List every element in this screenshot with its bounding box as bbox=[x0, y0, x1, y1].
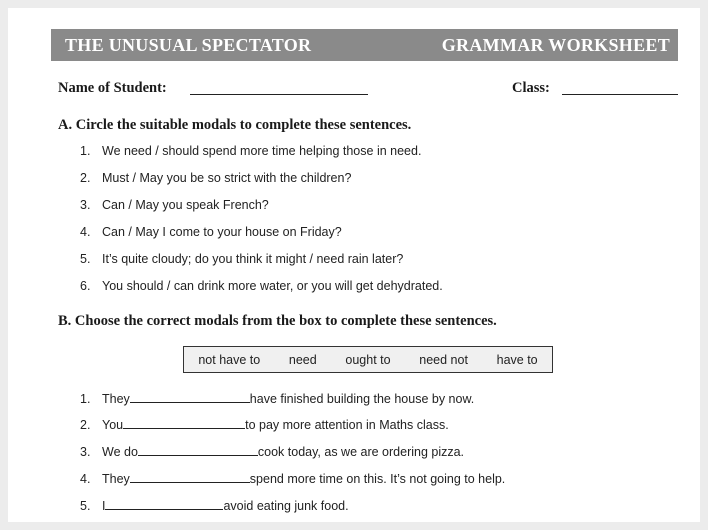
item-text: Can / May you speak French? bbox=[102, 198, 269, 212]
story-title: THE UNUSUAL SPECTATOR bbox=[65, 34, 312, 55]
section-a-item[interactable] bbox=[80, 225, 342, 239]
item-text: We need / should spend more time helping those in need. bbox=[102, 144, 422, 158]
item-number: 2. bbox=[80, 418, 91, 432]
item-text-after: cook today, as we are ordering pizza. bbox=[257, 445, 465, 459]
answer-blank[interactable] bbox=[105, 499, 223, 510]
section-a-item[interactable] bbox=[80, 198, 269, 212]
section-a-item[interactable] bbox=[80, 144, 421, 158]
item-number: 2. bbox=[80, 171, 91, 185]
section-a-item[interactable] bbox=[80, 171, 351, 185]
section-a-item[interactable] bbox=[80, 252, 403, 266]
name-label: Name of Student: bbox=[58, 80, 167, 96]
item-text-after: spend more time on this. It’s not going to help. bbox=[249, 472, 506, 486]
word-box-option: need not bbox=[419, 352, 468, 367]
item-number: 1. bbox=[80, 144, 91, 158]
class-blank[interactable] bbox=[562, 94, 678, 95]
item-number: 1. bbox=[80, 392, 91, 406]
item-text: You should / can drink more water, or you will get dehydrated. bbox=[102, 279, 443, 293]
item-number: 5. bbox=[80, 499, 91, 513]
word-box-option: ought to bbox=[345, 352, 391, 367]
item-number: 4. bbox=[80, 225, 91, 239]
class-label: Class: bbox=[512, 80, 550, 96]
section-a-title: A. Circle the suitable modals to complete these sentences. bbox=[58, 117, 412, 133]
section-b-item bbox=[80, 499, 349, 513]
word-box-option: need bbox=[288, 352, 317, 367]
answer-blank[interactable] bbox=[130, 472, 250, 483]
answer-blank[interactable] bbox=[138, 445, 258, 456]
item-number: 5. bbox=[80, 252, 91, 266]
answer-blank[interactable] bbox=[130, 392, 250, 403]
item-text-before: I bbox=[102, 499, 106, 513]
item-number: 3. bbox=[80, 445, 91, 459]
student-info-row bbox=[58, 80, 678, 100]
name-blank[interactable] bbox=[190, 94, 368, 95]
item-text-after: have finished building the house by now. bbox=[249, 392, 475, 406]
item-text: It’s quite cloudy; do you think it might / need rain later? bbox=[102, 252, 404, 266]
section-b-item bbox=[80, 472, 505, 486]
section-b-item bbox=[80, 418, 449, 432]
item-text-before: They bbox=[102, 392, 130, 406]
item-text-before: You bbox=[102, 418, 124, 432]
item-text-before: They bbox=[102, 472, 130, 486]
worksheet-type: GRAMMAR WORKSHEET bbox=[441, 34, 670, 55]
section-b-title: B. Choose the correct modals from the box to complete these sentences. bbox=[58, 313, 497, 329]
section-a-item[interactable] bbox=[80, 279, 443, 293]
item-text: Must / May you be so strict with the children? bbox=[102, 171, 352, 185]
answer-blank[interactable] bbox=[123, 418, 245, 429]
item-text-before: We do bbox=[102, 445, 138, 459]
worksheet-header-banner bbox=[51, 29, 678, 61]
section-b-item bbox=[80, 445, 464, 459]
item-number: 4. bbox=[80, 472, 91, 486]
word-box-option: have to bbox=[496, 352, 538, 367]
word-box bbox=[183, 346, 553, 373]
word-box-option: not have to bbox=[198, 352, 261, 367]
item-text-after: avoid eating junk food. bbox=[223, 499, 349, 513]
item-text-after: to pay more attention in Maths class. bbox=[245, 418, 449, 432]
section-b-item bbox=[80, 392, 474, 406]
item-number: 3. bbox=[80, 198, 91, 212]
item-number: 6. bbox=[80, 279, 91, 293]
item-text: Can / May I come to your house on Friday? bbox=[102, 225, 342, 239]
